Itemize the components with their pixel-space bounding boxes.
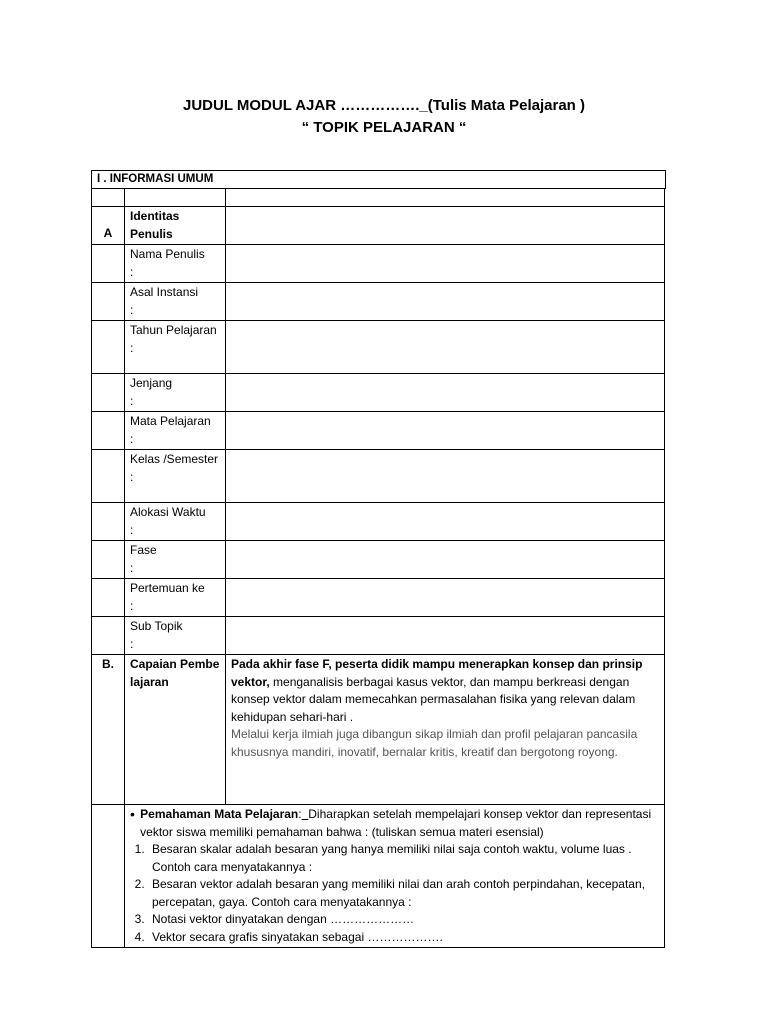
empty-cell [92,617,125,655]
table-row [92,321,665,374]
section-letter-b: B. [92,655,125,805]
value-cell-fase[interactable] [226,541,665,579]
value-cell-sub-topik[interactable] [226,617,665,655]
value-cell[interactable] [226,207,665,245]
value-cell-asal-instansi[interactable] [226,283,665,321]
pemahaman-colon: : [298,807,302,821]
empty-cell [92,374,125,412]
empty-cell [92,541,125,579]
field-label-sub-topik: Sub Topik : [125,617,226,655]
field-label-kelas-semester: Kelas /Semester : [125,450,226,503]
identitas-penulis-heading: Identitas Penulis [125,207,226,245]
pemahaman-list [110,841,659,946]
table-row [92,189,665,207]
list-item: 3. Notasi vektor dinyatakan dengan ………………… [148,911,659,929]
field-label-pertemuan-ke: Pertemuan ke : [125,579,226,617]
field-label-jenjang: Jenjang : [125,374,226,412]
table-row [92,617,665,655]
field-label-nama-penulis: Nama Penulis : [125,245,226,283]
empty-cell [92,450,125,503]
list-item: 4. Vektor secara grafis sinyatakan sebagai ………………. [148,929,659,947]
value-cell-jenjang[interactable] [226,374,665,412]
capaian-grey-text: Melalui kerja ilmiah juga dibangun sikap ilmiah dan profil pelajaran pancasila khususnya mandiri, inovatif, bernalar kritis, kreatif dan bergotong royong. [231,727,638,759]
table-row [92,374,665,412]
value-cell-mata-pelajaran[interactable] [226,412,665,450]
table-row [92,805,665,948]
field-label-alokasi-waktu: Alokasi Waktu : [125,503,226,541]
document-title: JUDUL MODUL AJAR ……………._(Tulis Mata Pelajaran ) [182,97,585,114]
empty-cell [92,412,125,450]
value-cell-pertemuan-ke[interactable] [226,579,665,617]
value-cell-tahun-pelajaran[interactable] [226,321,665,374]
list-item: 1. Besaran skalar adalah besaran yang hanya memiliki nilai saja contoh waktu, volume luas . Contoh cara menyatakannya : [148,841,659,876]
capaian-normal-text: menganalisis berbagai kasus vektor, dan mampu berkreasi dengan konsep vektor dalam memecahkan permasalahan fisika yang relevan dalam kehidupan sehari-hari . [231,674,636,724]
empty-cell [226,189,665,207]
empty-cell [92,503,125,541]
value-cell-alokasi-waktu[interactable] [226,503,665,541]
field-label-mata-pelajaran: Mata Pelajaran : [125,412,226,450]
empty-cell [125,189,226,207]
field-label-tahun-pelajaran: Tahun Pelajaran : [125,321,226,374]
pemahaman-intro-text: Diharapkan setelah mempelajari konsep vektor dan representasi vektor siswa memiliki pemahaman bahwa : (tuliskan semua materi esensial) [140,807,652,839]
field-label-asal-instansi: Asal Instansi : [125,283,226,321]
empty-cell [92,579,125,617]
pemahaman-intro [140,806,659,841]
pemahaman-mata-pelajaran [125,805,665,948]
list-item: 2. Besaran vektor adalah besaran yang memiliki nilai dan arah contoh perpindahan, kecepatan, percepatan, gaya. Contoh cara menyatakannya : [148,876,659,911]
table-row [92,283,665,321]
empty-cell [92,189,125,207]
table-row [92,207,665,245]
field-label-fase: Fase : [125,541,226,579]
table-row [92,412,665,450]
document-subtitle: “ TOPIK PELAJARAN “ [301,119,467,136]
section-letter-a: A [92,207,125,245]
table-row [92,579,665,617]
information-table [91,188,665,948]
empty-cell [92,321,125,374]
capaian-bold-text: Pada akhir fase F, peserta didik mampu menerapkan konsep dan prinsip vektor, [231,657,643,689]
capaian-pembelajaran-heading: Capaian Pembelajaran [125,655,226,805]
bullet-icon: • [130,806,135,822]
table-row [92,503,665,541]
pemahaman-label: Pemahaman Mata Pelajaran [140,807,299,821]
table-row [92,450,665,503]
pemahaman-bullet-row [130,806,659,841]
empty-cell [92,245,125,283]
table-row [92,245,665,283]
value-cell-kelas-semester[interactable] [226,450,665,503]
table-row [92,541,665,579]
section-header-informasi-umum: I . INFORMASI UMUM [91,170,666,189]
table-row [92,655,665,805]
capaian-pembelajaran-text [226,655,665,805]
empty-cell [92,283,125,321]
value-cell-nama-penulis[interactable] [226,245,665,283]
